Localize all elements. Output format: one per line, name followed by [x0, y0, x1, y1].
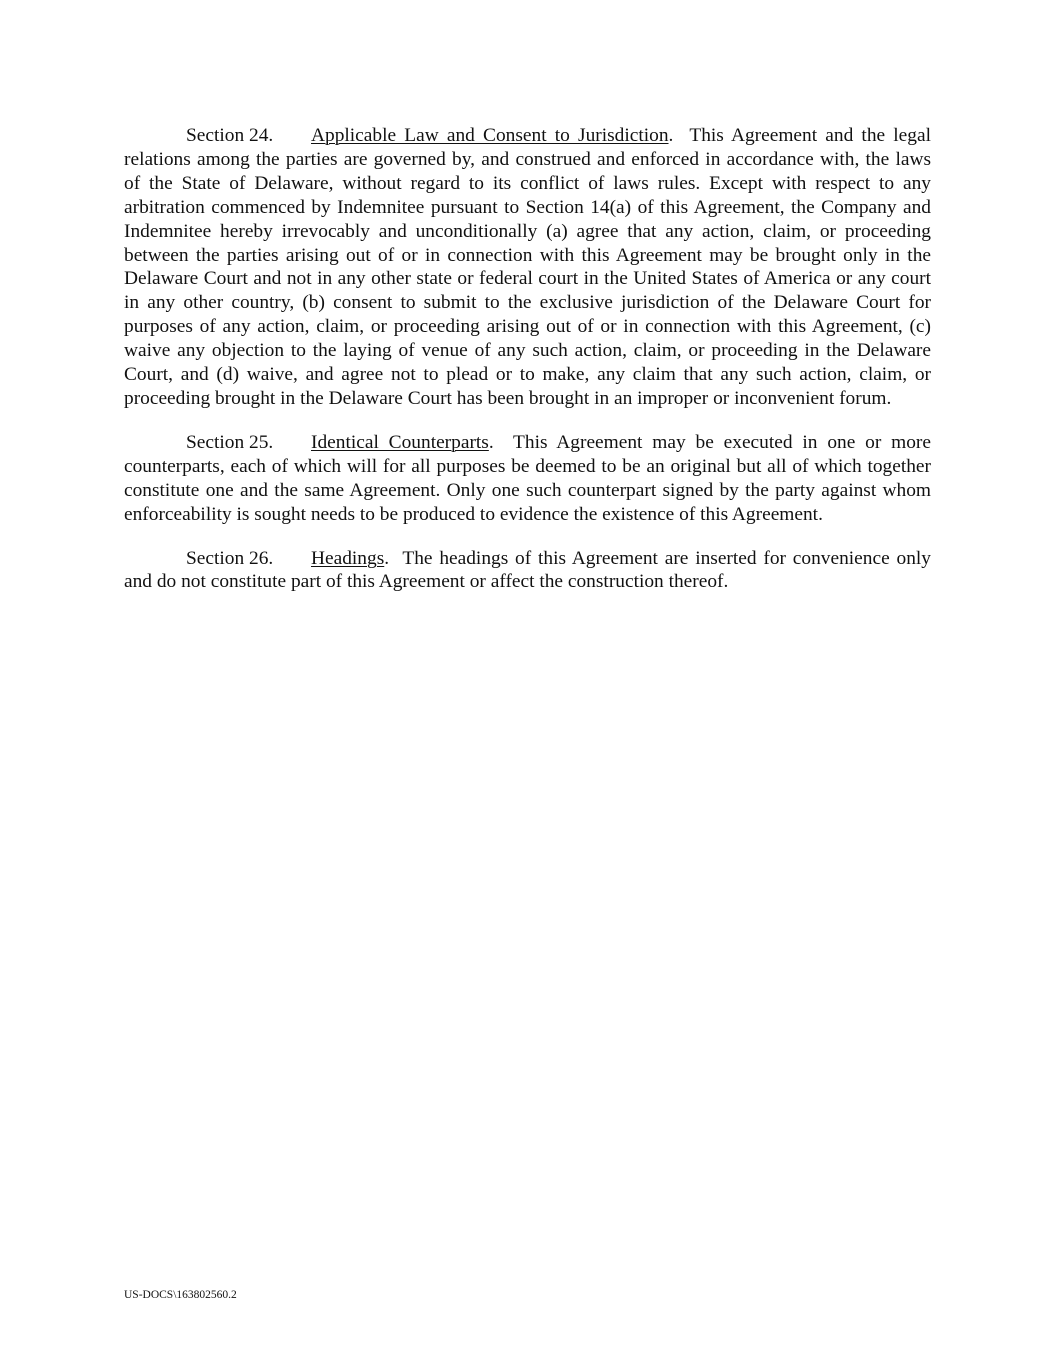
section-26	[124, 547, 931, 595]
section-body: This Agreement and the legal relations among the parties are governed by, and construed and enforced in accordance with, the laws of the State of Delaware, without regard to its conflict of laws rules. Except with respect to any arbitration commenced by Indemnitee pursuant to Section 14(a) of this Agreement, the Company and Indemnitee hereby irrevocably and unconditionally (a) agree that any action, claim, or proceeding between the parties arising out of or in connection with this Agreement may be brought only in the Delaware Court and not in any other state or federal court in the United States of America or any court in any other country, (b) consent to submit to the exclusive jurisdiction of the Delaware Court for purposes of any action, claim, or proceeding arising out of or in connection with this Agreement, (c) waive any objection to the laying of venue of any such action, claim, or proceeding in the Delaware Court, and (d) waive, and agree not to plead or to make, any claim that any such action, claim, or proceeding brought in the Delaware Court has been brought in an improper or inconvenient forum.	[124, 125, 931, 409]
section-25	[124, 431, 931, 527]
section-title-period: .	[384, 547, 390, 569]
section-title: Identical Counterparts	[311, 431, 489, 453]
section-number: Section 24.	[186, 125, 274, 146]
section-body: The headings of this Agreement are inserted for convenience only and do not constitute part of this Agreement or affect the construction thereof.	[124, 547, 931, 593]
section-title-period: .	[668, 125, 674, 146]
section-number: Section 25.	[186, 431, 274, 453]
section-24	[124, 124, 931, 411]
section-title: Headings	[311, 547, 385, 569]
document-id-footer: US-DOCS\163802560.2	[124, 1289, 237, 1301]
section-body: This Agreement may be executed in one or more counterparts, each of which will for all purposes be deemed to be an original but all of which together constitute one and the same Agreement. Only one such counterpart signed by the party against whom enforceability is sought needs to be produced to evidence the existence of this Agreement.	[124, 431, 931, 525]
section-number: Section 26.	[186, 547, 274, 569]
section-title: Applicable Law and Consent to Jurisdiction	[311, 125, 669, 146]
section-title-period: .	[488, 431, 494, 453]
document-page	[124, 124, 931, 614]
